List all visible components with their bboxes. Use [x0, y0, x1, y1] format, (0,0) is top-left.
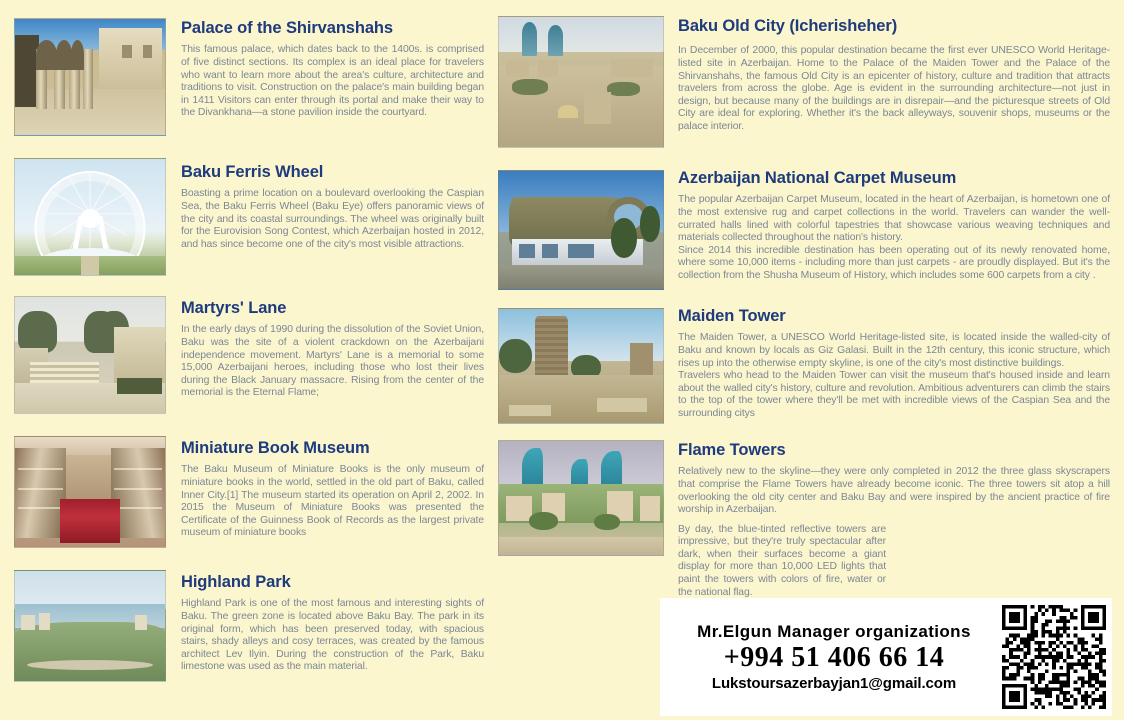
flame-towers-title: Flame Towers [678, 441, 786, 459]
contact-phone[interactable]: +994 51 406 66 14 [723, 642, 945, 674]
baku-old-city-photo [498, 16, 664, 148]
azerbaijan-national-carpet-museum-photo [498, 170, 664, 290]
martyrs-lane-paragraph: In the early days of 1990 during the dissolution of the Soviet Union, Baku was the site of a violent crackdown on the Azerbaijani independence movement. Martyrs' Lane is a memorial to some 15,000 Azerbaijani heroes, including those who lost their lives during the Black January massacre. Rising from the center of the memorial is the Eternal Flame; [181, 324, 484, 399]
baku-ferris-wheel-thumb [14, 158, 166, 276]
contact-email[interactable]: Lukstoursazerbayjan1@gmail.com [711, 674, 957, 692]
martyrs-lane-photo [14, 296, 166, 414]
maiden-tower-photo [498, 308, 664, 424]
baku-old-city-paragraph: In December of 2000, this popular destination became the first ever UNESCO World Heritage-listed site in Azerbaijan. Home to the Palace of the Maiden Tower and the Palace of the Shirvanshahs, the famous Old City is an epicenter of history, culture and tradition that attracts travelers from across the globe. Age is evident in the surrounding architecture—not just in design, but because many of the buildings are in disrepair—and the picturesque streets of Old City are ideal for exploring. Whether it's the back alleyways, souvenir shops, museums or the palace interior. [678, 45, 1110, 132]
entry-martyrs-lane [14, 296, 484, 414]
azerbaijan-national-carpet-museum-body [664, 170, 1110, 282]
miniature-book-museum-photo [14, 436, 166, 548]
miniature-book-museum-title: Miniature Book Museum [181, 439, 370, 457]
highland-park-photo [14, 570, 166, 682]
flame-towers-body [664, 440, 1110, 599]
left-column [14, 0, 484, 682]
qr-code[interactable] [1002, 605, 1106, 709]
baku-old-city-body [664, 16, 1110, 133]
highland-park-paragraph: Highland Park is one of the most famous and interesting sights of Baku. The green zone is located above Baku Bay. The park in its original form, which has been preserved today, with spacious stairs, shady alleys and cosy terraces, was created by the famous architect Lev Ilyin. During the construction of the Park, Baku limestone was used as the main material. [181, 598, 484, 673]
contact-name: Mr.Elgun Manager organizations [697, 622, 971, 642]
entry-flame-towers [498, 440, 1110, 599]
baku-ferris-wheel-photo [14, 158, 166, 276]
martyrs-lane-thumb [14, 296, 166, 414]
maiden-tower-paragraph-1: The Maiden Tower, a UNESCO World Heritage-listed site, is located inside the walled-city of Baku and known by locals as Giz Galasi. Built in the 12th century, this iconic structure, which rises up into the otherwise empty skyline, is one of the city's most distinctive buildings. [678, 332, 1110, 369]
contact-text-block [660, 622, 1002, 692]
entry-baku-ferris-wheel [14, 158, 484, 276]
palace-of-the-shirvanshahs-body [166, 18, 484, 120]
right-column [498, 0, 1110, 599]
maiden-tower-paragraph-2: Travelers who head to the Maiden Tower can visit the museum that's housed inside and learn about the walled city's history, culture and revolution. Ambitious adventurers can climb the stairs to the top of the tower where they'll be met with incredible views of the Caspian Sea and the surrounding citys [678, 370, 1110, 419]
highland-park-thumb [14, 570, 166, 682]
highland-park-body [166, 570, 484, 674]
baku-old-city-title: Baku Old City (Icherisheher) [678, 17, 898, 35]
miniature-book-museum-paragraph: The Baku Museum of Miniature Books is the only museum of miniature books in the world, settled in the old part of Baku, called Inner City.[1] The museum started its operation on April 2, 2002. In 2015 the Museum of Miniature Books was presented the Certificate of the Guinness Book of Records as the largest private museum of miniature books [181, 464, 484, 539]
maiden-tower-body [664, 308, 1110, 420]
entry-highland-park [14, 570, 484, 682]
azerbaijan-national-carpet-museum-paragraph-1: The popular Azerbaijan Carpet Museum, located in the heart of Azerbaijan, is hometown one of the most extensive rug and carpet collections in the world. Travelers can wander the well-currated halls lined with colorful tapestries that showcase various weaving techniques and materials collected throughout the nation's history. [678, 194, 1110, 244]
palace-of-the-shirvanshahs-title: Palace of the Shirvanshahs [181, 19, 393, 37]
martyrs-lane-title: Martyrs' Lane [181, 299, 287, 317]
flame-towers-paragraph-1: Relatively new to the skyline—they were only completed in 2012 the three glass skyscrapers that comprise the Flame Towers have already become iconic. The three towers sit atop a hill overlooking the old city center and Baku Bay and were inspired by the ancient practice of fire worship in Azerbaijan. [678, 466, 1110, 516]
miniature-book-museum-body [166, 436, 484, 540]
baku-ferris-wheel-title: Baku Ferris Wheel [181, 163, 324, 181]
baku-old-city-thumb [498, 16, 664, 148]
azerbaijan-national-carpet-museum-paragraph-2: Since 2014 this incredible destination has been operating out of its newly renovated home, where some 10,000 items - including more than just carpets - are proudly displayed. But it's the collection from the Shusha Museum of History, which includes some 600 carpets from a city . [678, 244, 1110, 281]
baku-ferris-wheel-body [166, 158, 484, 251]
palace-of-the-shirvanshahs-thumb [14, 18, 166, 136]
entry-baku-old-city [498, 16, 1110, 148]
flame-towers-photo [498, 440, 664, 556]
qr-code-canvas [1002, 605, 1106, 709]
martyrs-lane-body [166, 296, 484, 400]
maiden-tower-thumb [498, 308, 664, 424]
azerbaijan-national-carpet-museum-title: Azerbaijan National Carpet Museum [678, 169, 957, 187]
contact-panel [660, 598, 1112, 716]
flame-towers-thumb [498, 440, 664, 556]
flame-towers-paragraph-2: By day, the blue-tinted reflective towers are impressive, but they're truly spectacular after dark, when their surfaces become a giant display for more than 10,000 LED lights that paint the towers with colors of fire, water or the national flag. [678, 523, 886, 598]
highland-park-title: Highland Park [181, 573, 291, 591]
azerbaijan-national-carpet-museum-thumb [498, 170, 664, 290]
palace-of-the-shirvanshahs-paragraph: This famous palace, which dates back to the 1400s. is comprised of five distinct sections. Its complex is an ideal place for travelers who want to learn more about the area's culture, architecture and traditions to visit. Construction on the palace's main building began in 1411 Visitors can enter through its portal and make their way to the Divankhana—a stone pavilion inside the courtyard. [181, 44, 484, 119]
baku-ferris-wheel-paragraph: Boasting a prime location on a boulevard overlooking the Caspian Sea, the Baku Ferris Wheel (Baku Eye) offers panoramic views of the city and its coastal surroundings. The wheel was originally built for the Eurovision Song Contest, which Azerbaijan hosted in 2012, and has since become one of the city's most visible attractions. [181, 188, 484, 250]
entry-miniature-book-museum [14, 436, 484, 548]
palace-of-the-shirvanshahs-photo [14, 18, 166, 136]
miniature-book-museum-thumb [14, 436, 166, 548]
entry-maiden-tower [498, 308, 1110, 424]
entry-azerbaijan-national-carpet-museum [498, 170, 1110, 290]
maiden-tower-title: Maiden Tower [678, 307, 786, 325]
entry-palace-of-the-shirvanshahs [14, 18, 484, 136]
